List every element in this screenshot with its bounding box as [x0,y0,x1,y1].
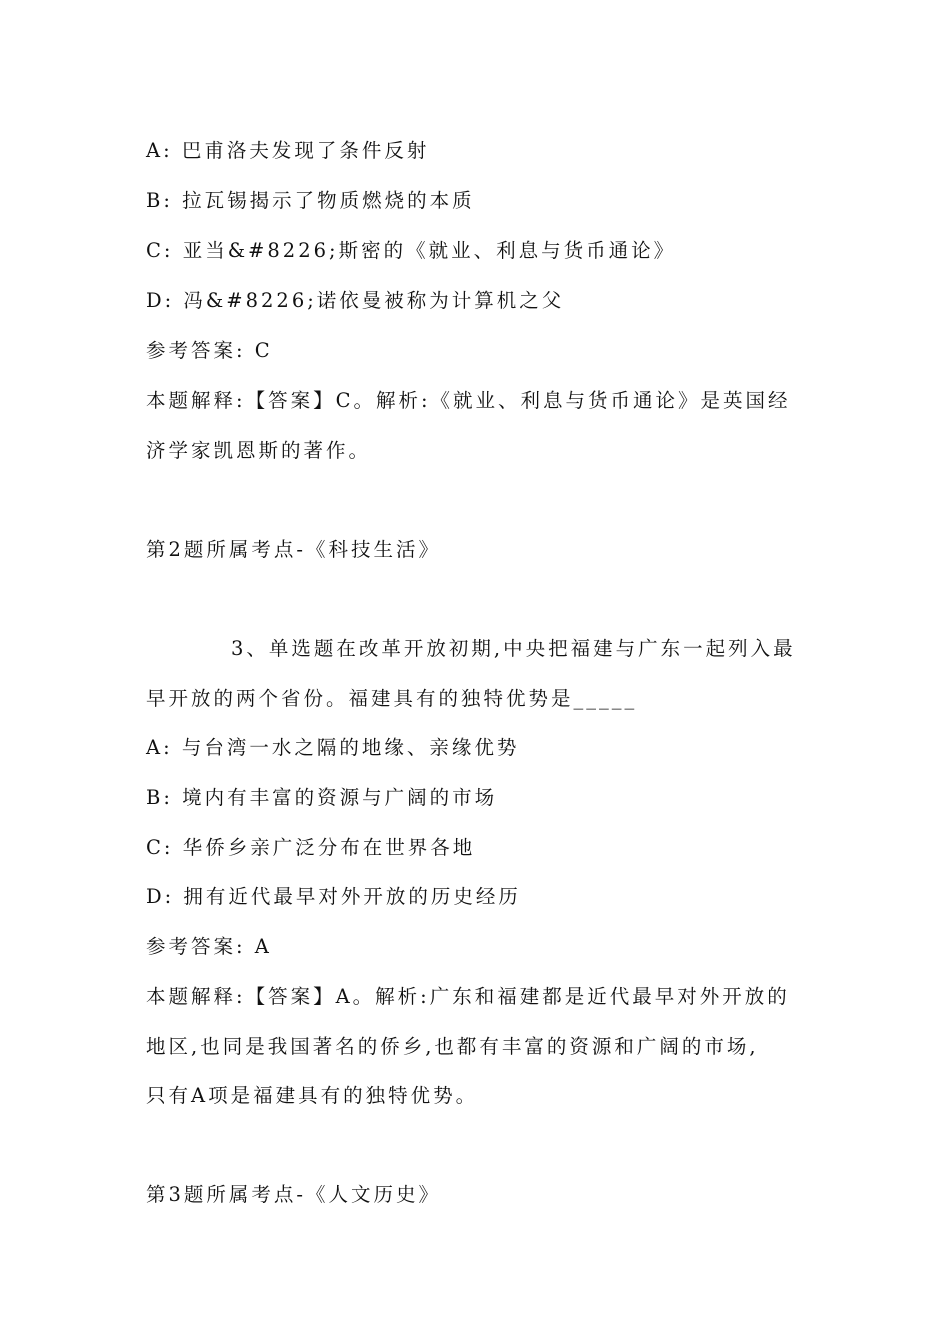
q3-stem-line-2: 早开放的两个省份。福建具有的独特优势是_____ [146,687,638,710]
q2-option-c: C: 亚当&#8226;斯密的《就业、利息与货币通论》 [146,239,677,262]
q2-topic: 第2题所属考点-《科技生活》 [146,538,441,561]
q2-explanation-line-1: 本题解释:【答案】C。解析:《就业、利息与货币通论》是英国经 [146,389,791,412]
q3-explanation-line-3: 只有A项是福建具有的独特优势。 [146,1084,479,1107]
q3-stem-line-1: 3、单选题在改革开放初期,中央把福建与广东一起列入最 [231,637,796,660]
q3-explanation-line-2: 地区,也同是我国著名的侨乡,也都有丰富的资源和广阔的市场, [146,1035,759,1058]
q3-option-b: B: 境内有丰富的资源与广阔的市场 [146,786,498,809]
q3-option-d: D: 拥有近代最早对外开放的历史经历 [146,885,521,908]
q2-answer: 参考答案: C [146,339,273,362]
q3-option-a: A: 与台湾一水之隔的地缘、亲缘优势 [146,736,520,759]
q3-explanation-line-1: 本题解释:【答案】A。解析:广东和福建都是近代最早对外开放的 [146,985,790,1008]
q3-option-c: C: 华侨乡亲广泛分布在世界各地 [146,836,476,859]
q2-option-d: D: 冯&#8226;诺依曼被称为计算机之父 [146,289,565,312]
q3-topic: 第3题所属考点-《人文历史》 [146,1183,441,1206]
q2-option-b: B: 拉瓦锡揭示了物质燃烧的本质 [146,189,475,212]
q2-option-a: A: 巴甫洛夫发现了条件反射 [146,139,430,162]
q3-answer: 参考答案: A [146,935,272,958]
q2-explanation-line-2: 济学家凯恩斯的著作。 [146,439,372,462]
